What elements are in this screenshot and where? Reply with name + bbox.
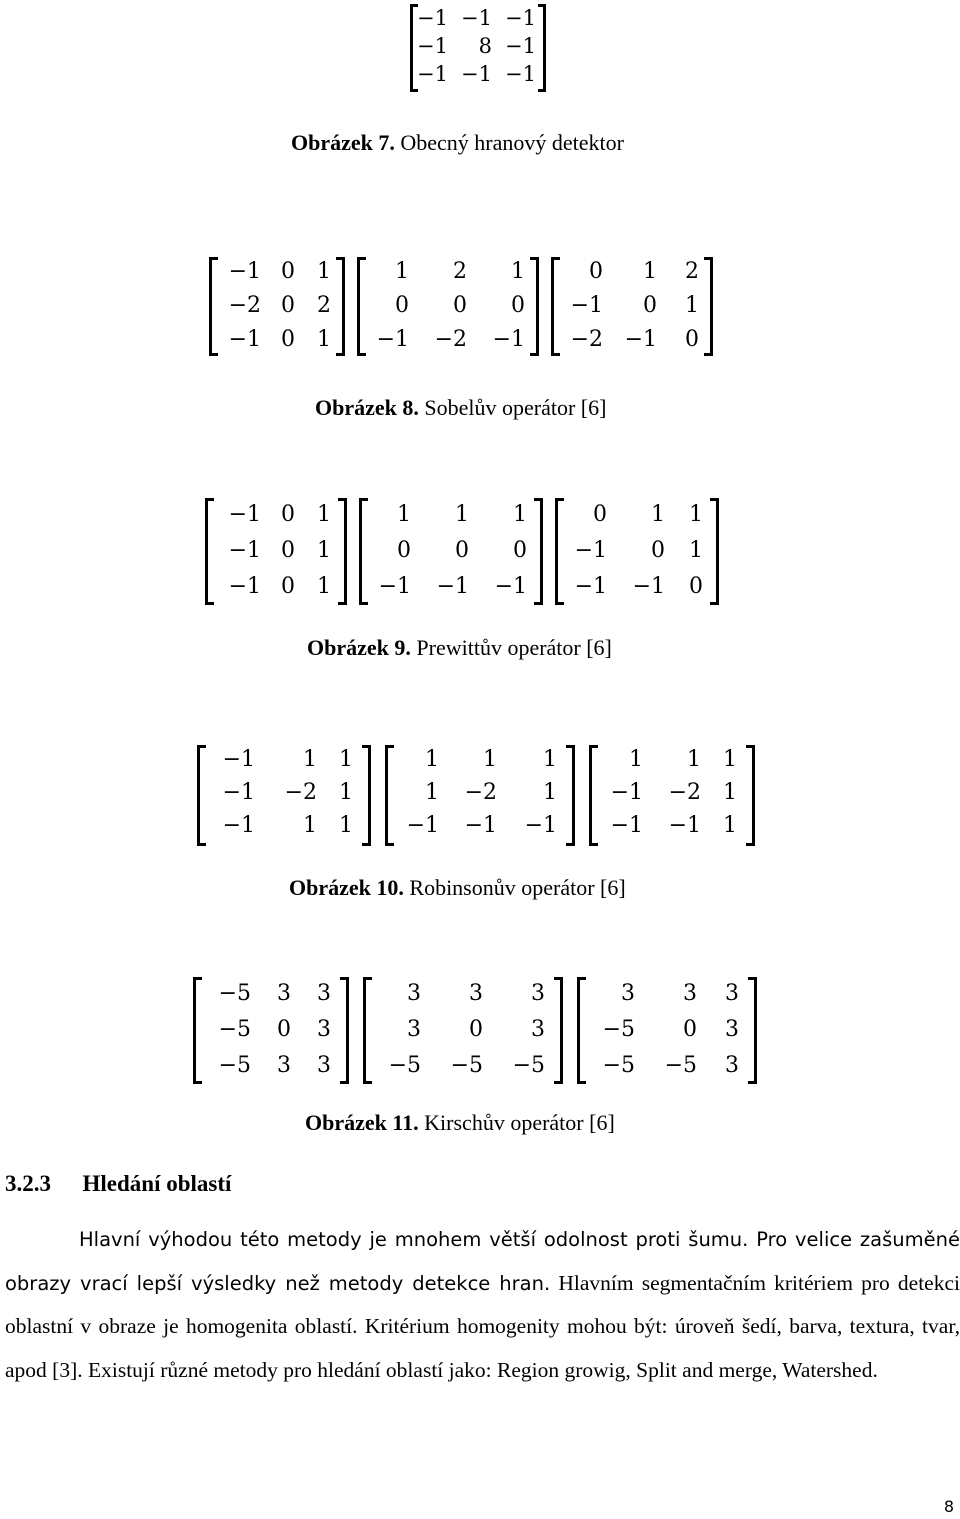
matrix-cell: −1 bbox=[632, 574, 665, 599]
matrix-sobel-2 bbox=[357, 257, 539, 356]
matrix-cell: −1 bbox=[570, 293, 603, 318]
matrix-cell: 0 bbox=[593, 502, 607, 527]
matrix-cell: 2 bbox=[685, 259, 699, 284]
matrix-cell: −1 bbox=[376, 327, 409, 352]
matrix-cell: −1 bbox=[228, 327, 261, 352]
matrix-cell: 1 bbox=[543, 747, 557, 772]
matrix-cell: 1 bbox=[643, 259, 657, 284]
matrix-cell: 1 bbox=[689, 502, 703, 527]
matrix-cell: 1 bbox=[723, 747, 737, 772]
matrix-cell: −1 bbox=[574, 538, 607, 563]
matrix-cell: 0 bbox=[281, 327, 295, 352]
matrix-cell: 2 bbox=[453, 259, 467, 284]
matrix-cell: −1 bbox=[222, 780, 255, 805]
matrix-cell: 0 bbox=[281, 259, 295, 284]
matrix-cell: 1 bbox=[543, 780, 557, 805]
matrix-cell: 1 bbox=[629, 747, 643, 772]
matrix-cell: −1 bbox=[222, 747, 255, 772]
matrix-cell: −1 bbox=[505, 62, 536, 86]
paragraph-part-1: Hlavní výhodou této metody je mnohem větší odolnost proti šumu. Pro velice zašuměné obrazy vrací lepší výsledky než metody detekce hran. bbox=[5, 1228, 960, 1295]
matrix-cell: −1 bbox=[228, 259, 261, 284]
matrix-cell: 0 bbox=[683, 1017, 697, 1042]
matrix-cell: 1 bbox=[513, 502, 527, 527]
matrix-cell: 0 bbox=[511, 293, 525, 318]
matrix-cell: 3 bbox=[531, 1017, 545, 1042]
matrix-cell: −1 bbox=[524, 813, 557, 838]
matrix-cell: −5 bbox=[602, 1017, 635, 1042]
matrix-cell: −1 bbox=[464, 813, 497, 838]
matrix-cell: −5 bbox=[218, 981, 251, 1006]
page-number: 8 bbox=[943, 1497, 954, 1516]
matrix-cell: −1 bbox=[492, 327, 525, 352]
matrix-cell: 0 bbox=[689, 574, 703, 599]
matrix-cell: 1 bbox=[339, 813, 353, 838]
matrix-cell: 1 bbox=[687, 747, 701, 772]
matrix-cell: −1 bbox=[417, 62, 448, 86]
matrix-cell: 3 bbox=[277, 1053, 291, 1078]
matrix-cell: −1 bbox=[624, 327, 657, 352]
matrix-cell: −1 bbox=[574, 574, 607, 599]
matrix-kirsch-3 bbox=[577, 977, 757, 1084]
matrix-cell: 0 bbox=[281, 538, 295, 563]
matrix-cell: −1 bbox=[228, 538, 261, 563]
matrix-cell: −1 bbox=[610, 780, 643, 805]
figure-10-caption bbox=[289, 875, 626, 901]
matrix-robinson-3 bbox=[589, 745, 755, 846]
caption-text: Prewittův operátor [6] bbox=[416, 635, 612, 660]
figure-9-matrices bbox=[205, 498, 725, 605]
matrix-cell: 0 bbox=[643, 293, 657, 318]
matrix-cell: 3 bbox=[683, 981, 697, 1006]
matrix-cell: 3 bbox=[469, 981, 483, 1006]
section-heading bbox=[5, 1171, 231, 1197]
paragraph-part-2: Hlavním segmentačním kritériem pro detekci oblastní v obraze je homogenita oblastí. Kritérium homogenity mohou být: úroveň šedí, barva, textura, tvar, apod [3]. Existují různé metody pro hledání oblastí jako: Region growig, Split and merge, Watershed. bbox=[5, 1270, 960, 1382]
figure-7-caption bbox=[291, 130, 624, 156]
matrix-cell: 1 bbox=[483, 747, 497, 772]
figure-9-caption bbox=[307, 635, 612, 661]
matrix-cell: 1 bbox=[723, 813, 737, 838]
matrix-cell: 1 bbox=[395, 259, 409, 284]
matrix-cell: 1 bbox=[317, 574, 331, 599]
matrix-cell: −1 bbox=[461, 62, 492, 86]
matrix-cell: −5 bbox=[218, 1017, 251, 1042]
matrix-prewitt-3 bbox=[555, 498, 719, 605]
matrix-cell: 0 bbox=[685, 327, 699, 352]
matrix-kirsch-1 bbox=[193, 977, 349, 1084]
matrix-cell: 1 bbox=[425, 747, 439, 772]
caption-text: Sobelův operátor [6] bbox=[424, 395, 607, 420]
figure-8-caption bbox=[315, 395, 606, 421]
matrix-cell: −2 bbox=[228, 293, 261, 318]
matrix-cell: 1 bbox=[317, 327, 331, 352]
matrix-cell: 3 bbox=[317, 1053, 331, 1078]
matrix-sobel-3 bbox=[551, 257, 713, 356]
matrix-cell: −5 bbox=[218, 1053, 251, 1078]
matrix-cell: 3 bbox=[531, 981, 545, 1006]
matrix-cell: 1 bbox=[339, 780, 353, 805]
matrix-cell: 3 bbox=[277, 981, 291, 1006]
caption-text: Obecný hranový detektor bbox=[400, 130, 624, 155]
matrix-cell: −1 bbox=[417, 34, 448, 58]
caption-label: Obrázek 10. bbox=[289, 875, 404, 900]
matrix-cell: 1 bbox=[689, 538, 703, 563]
matrix-cell: −1 bbox=[461, 6, 492, 30]
matrix-cell: −1 bbox=[494, 574, 527, 599]
matrix-general-edge bbox=[410, 4, 546, 92]
matrix-cell: 2 bbox=[317, 293, 331, 318]
matrix-prewitt-2 bbox=[359, 498, 543, 605]
caption-label: Obrázek 7. bbox=[291, 130, 395, 155]
matrix-cell: −1 bbox=[406, 813, 439, 838]
section-number: 3.2.3 bbox=[5, 1171, 51, 1196]
matrix-cell: 3 bbox=[407, 1017, 421, 1042]
matrix-cell: −1 bbox=[436, 574, 469, 599]
caption-label: Obrázek 11. bbox=[305, 1110, 419, 1135]
matrix-cell: 0 bbox=[281, 293, 295, 318]
matrix-cell: 0 bbox=[455, 538, 469, 563]
figure-11-caption bbox=[305, 1110, 615, 1136]
matrix-cell: 3 bbox=[725, 1017, 739, 1042]
matrix-cell: 0 bbox=[651, 538, 665, 563]
matrix-cell: −1 bbox=[228, 574, 261, 599]
caption-text: Robinsonův operátor [6] bbox=[409, 875, 626, 900]
matrix-cell: 1 bbox=[397, 502, 411, 527]
matrix-cell: 1 bbox=[651, 502, 665, 527]
matrix-robinson-1 bbox=[197, 745, 371, 846]
matrix-cell: 0 bbox=[281, 574, 295, 599]
section-title: Hledání oblastí bbox=[82, 1171, 232, 1196]
matrix-cell: 0 bbox=[397, 538, 411, 563]
matrix-cell: −1 bbox=[505, 6, 536, 30]
matrix-cell: 1 bbox=[455, 502, 469, 527]
figure-8-matrices bbox=[209, 257, 719, 356]
matrix-cell: −2 bbox=[570, 327, 603, 352]
matrix-cell: 1 bbox=[317, 502, 331, 527]
matrix-cell: −5 bbox=[388, 1053, 421, 1078]
matrix-cell: −1 bbox=[610, 813, 643, 838]
matrix-cell: −1 bbox=[378, 574, 411, 599]
matrix-cell: 3 bbox=[317, 1017, 331, 1042]
matrix-cell: −2 bbox=[668, 780, 701, 805]
matrix-cell: −1 bbox=[505, 34, 536, 58]
figure-10-matrices bbox=[197, 745, 761, 846]
matrix-cell: 0 bbox=[395, 293, 409, 318]
matrix-cell: −2 bbox=[464, 780, 497, 805]
caption-text: Kirschův operátor [6] bbox=[424, 1110, 615, 1135]
matrix-cell: 8 bbox=[478, 34, 492, 58]
matrix-cell: 0 bbox=[277, 1017, 291, 1042]
matrix-robinson-2 bbox=[385, 745, 575, 846]
matrix-cell: 1 bbox=[339, 747, 353, 772]
matrix-cell: −2 bbox=[284, 780, 317, 805]
figure-7-matrices bbox=[410, 4, 552, 92]
matrix-cell: 3 bbox=[725, 1053, 739, 1078]
matrix-cell: 1 bbox=[511, 259, 525, 284]
matrix-cell: 3 bbox=[621, 981, 635, 1006]
matrix-cell: 3 bbox=[725, 981, 739, 1006]
matrix-cell: −1 bbox=[228, 502, 261, 527]
figure-11-matrices bbox=[193, 977, 763, 1084]
matrix-cell: −1 bbox=[417, 6, 448, 30]
matrix-cell: 0 bbox=[453, 293, 467, 318]
matrix-cell: −2 bbox=[434, 327, 467, 352]
matrix-cell: 1 bbox=[317, 259, 331, 284]
matrix-cell: 1 bbox=[303, 747, 317, 772]
matrix-cell: −1 bbox=[222, 813, 255, 838]
matrix-cell: 0 bbox=[281, 502, 295, 527]
matrix-kirsch-2 bbox=[363, 977, 563, 1084]
matrix-cell: 3 bbox=[407, 981, 421, 1006]
caption-label: Obrázek 8. bbox=[315, 395, 419, 420]
matrix-cell: 1 bbox=[685, 293, 699, 318]
matrix-cell: 0 bbox=[469, 1017, 483, 1042]
matrix-prewitt-1 bbox=[205, 498, 347, 605]
matrix-cell: −5 bbox=[512, 1053, 545, 1078]
matrix-cell: 1 bbox=[317, 538, 331, 563]
matrix-cell: 1 bbox=[303, 813, 317, 838]
matrix-cell: −5 bbox=[450, 1053, 483, 1078]
caption-label: Obrázek 9. bbox=[307, 635, 411, 660]
matrix-cell: 1 bbox=[425, 780, 439, 805]
matrix-cell: −1 bbox=[668, 813, 701, 838]
matrix-cell: 1 bbox=[723, 780, 737, 805]
body-paragraph bbox=[5, 1218, 960, 1392]
matrix-cell: 3 bbox=[317, 981, 331, 1006]
matrix-cell: 0 bbox=[513, 538, 527, 563]
matrix-sobel-1 bbox=[209, 257, 345, 356]
matrix-cell: −5 bbox=[664, 1053, 697, 1078]
matrix-cell: 0 bbox=[589, 259, 603, 284]
matrix-cell: −5 bbox=[602, 1053, 635, 1078]
